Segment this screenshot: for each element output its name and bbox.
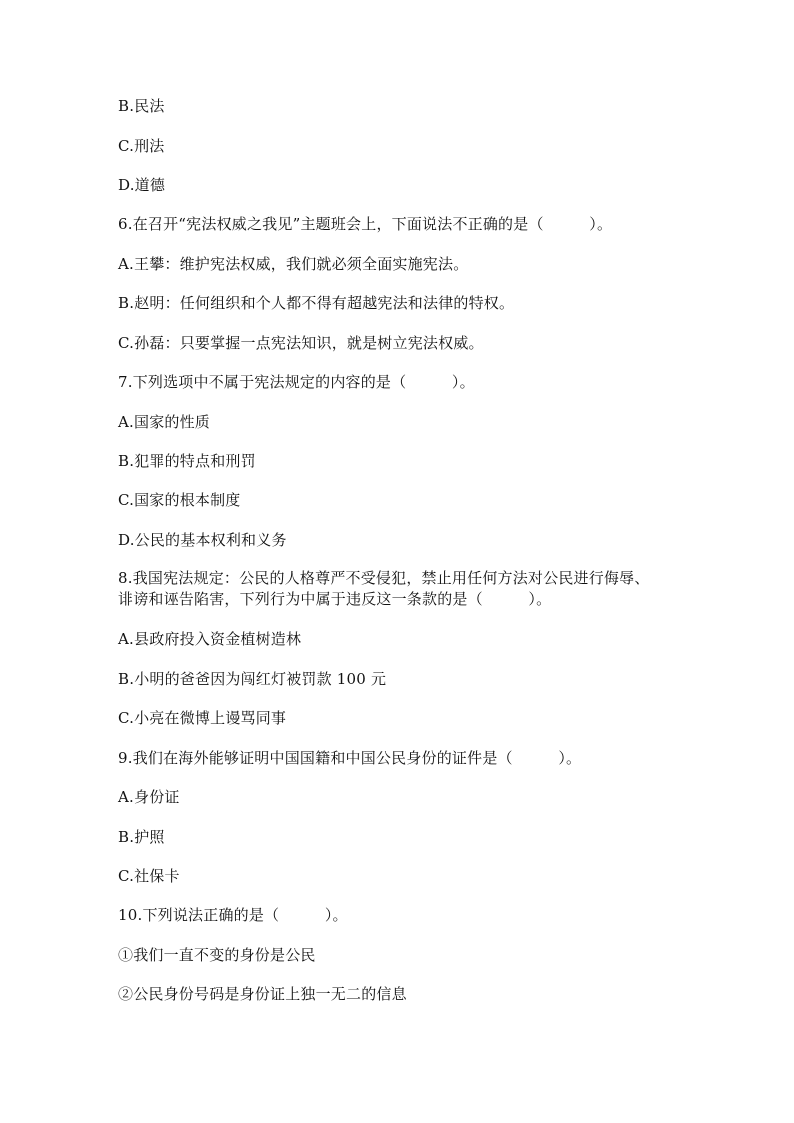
- option-b-line: B.民法: [118, 97, 165, 115]
- question-8: 8.我国宪法规定：公民的人格尊严不受侵犯，禁止用任何方法对公民进行侮辱、诽谤和诬告陷害，下列行为中属于违反这一条款的是（ ）。: [118, 569, 650, 608]
- q9-option-c: C.社保卡: [118, 867, 180, 885]
- q10-statement-2: ②公民身份号码是身份证上独一无二的信息: [118, 985, 407, 1003]
- q6-option-c: C.孙磊：只要掌握一点宪法知识，就是树立宪法权威。: [118, 334, 484, 352]
- q8-option-c: C.小亮在微博上谩骂同事: [118, 709, 287, 727]
- q9-option-b: B.护照: [118, 828, 165, 846]
- option-d-line: D.道德: [118, 176, 166, 194]
- q8-option-a: A.县政府投入资金植树造林: [118, 630, 302, 648]
- question-7: 7.下列选项中不属于宪法规定的内容的是（ ）。: [118, 373, 475, 391]
- q7-option-a: A.国家的性质: [118, 413, 211, 431]
- q7-option-c: C.国家的根本制度: [118, 491, 241, 509]
- q6-option-a: A.王攀：维护宪法权威，我们就必须全面实施宪法。: [118, 255, 469, 273]
- q9-option-a: A.身份证: [118, 788, 180, 806]
- question-9: 9.我们在海外能够证明中国国籍和中国公民身份的证件是（ ）。: [118, 749, 582, 767]
- q8-option-b: B.小明的爸爸因为闯红灯被罚款 100 元: [118, 670, 387, 688]
- q7-option-b: B.犯罪的特点和刑罚: [118, 452, 256, 470]
- option-c-line: C.刑法: [118, 137, 165, 155]
- q7-option-d: D.公民的基本权利和义务: [118, 531, 287, 549]
- question-6: 6.在召开“宪法权威之我见”主题班会上，下面说法不正确的是（ ）。: [118, 215, 613, 233]
- question-10: 10.下列说法正确的是（ ）。: [118, 906, 348, 924]
- q6-option-b: B.赵明：任何组织和个人都不得有超越宪法和法律的特权。: [118, 294, 515, 312]
- q10-statement-1: ①我们一直不变的身份是公民: [118, 946, 316, 964]
